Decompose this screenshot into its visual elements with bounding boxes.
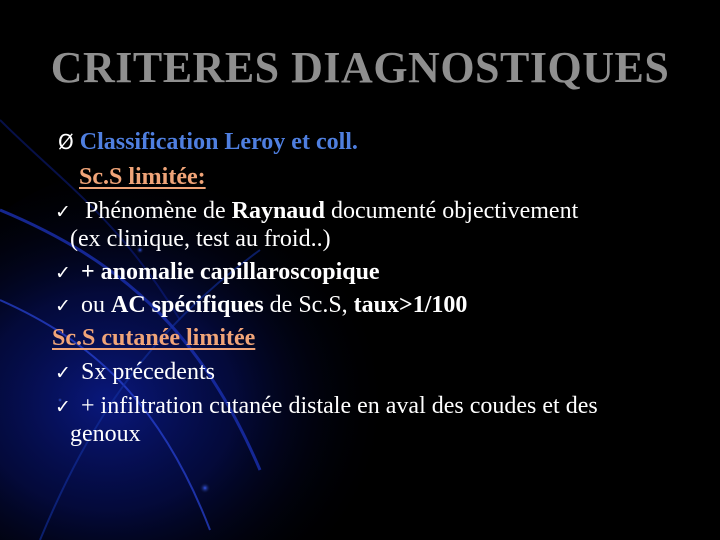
section-cutaneous-label: Sc.S cutanée limitée <box>52 325 256 351</box>
section-cutaneous <box>52 323 255 353</box>
check-icon: ✓ <box>55 201 71 223</box>
item-text: + infiltration cutanée distale en aval des coudes et des <box>81 393 598 419</box>
item-bold: AC spécifiques <box>111 292 264 318</box>
list-item-continuation: (ex clinique, test au froid..) <box>70 226 331 252</box>
item-bold: taux>1/100 <box>353 292 468 318</box>
list-item <box>55 257 380 288</box>
check-icon: ✓ <box>55 362 71 384</box>
list-item <box>55 391 598 422</box>
list-item <box>55 290 467 321</box>
item-text: ou <box>81 292 111 318</box>
list-item <box>55 196 578 227</box>
item-bold: Raynaud <box>231 198 325 224</box>
list-item <box>55 357 215 388</box>
item-text: Phénomène de <box>85 198 232 224</box>
section-limited-label: Sc.S limitée: <box>79 164 206 190</box>
item-text: Sx précedents <box>81 359 215 385</box>
item-text: de Sc.S, <box>263 292 354 318</box>
heading-line <box>58 127 358 157</box>
item-text: documenté objectivement <box>325 198 579 224</box>
item-bold: + anomalie capillaroscopique <box>81 259 380 285</box>
section-limited <box>79 162 206 192</box>
check-icon: ✓ <box>55 262 71 284</box>
check-icon: ✓ <box>55 295 71 317</box>
slide-title: CRITERES DIAGNOSTIQUES <box>50 43 670 92</box>
classification-heading: Classification Leroy et coll. <box>79 129 358 155</box>
check-icon: ✓ <box>55 396 71 418</box>
arrow-bullet-icon: Ø <box>58 130 74 154</box>
list-item-continuation: genoux <box>70 421 141 447</box>
